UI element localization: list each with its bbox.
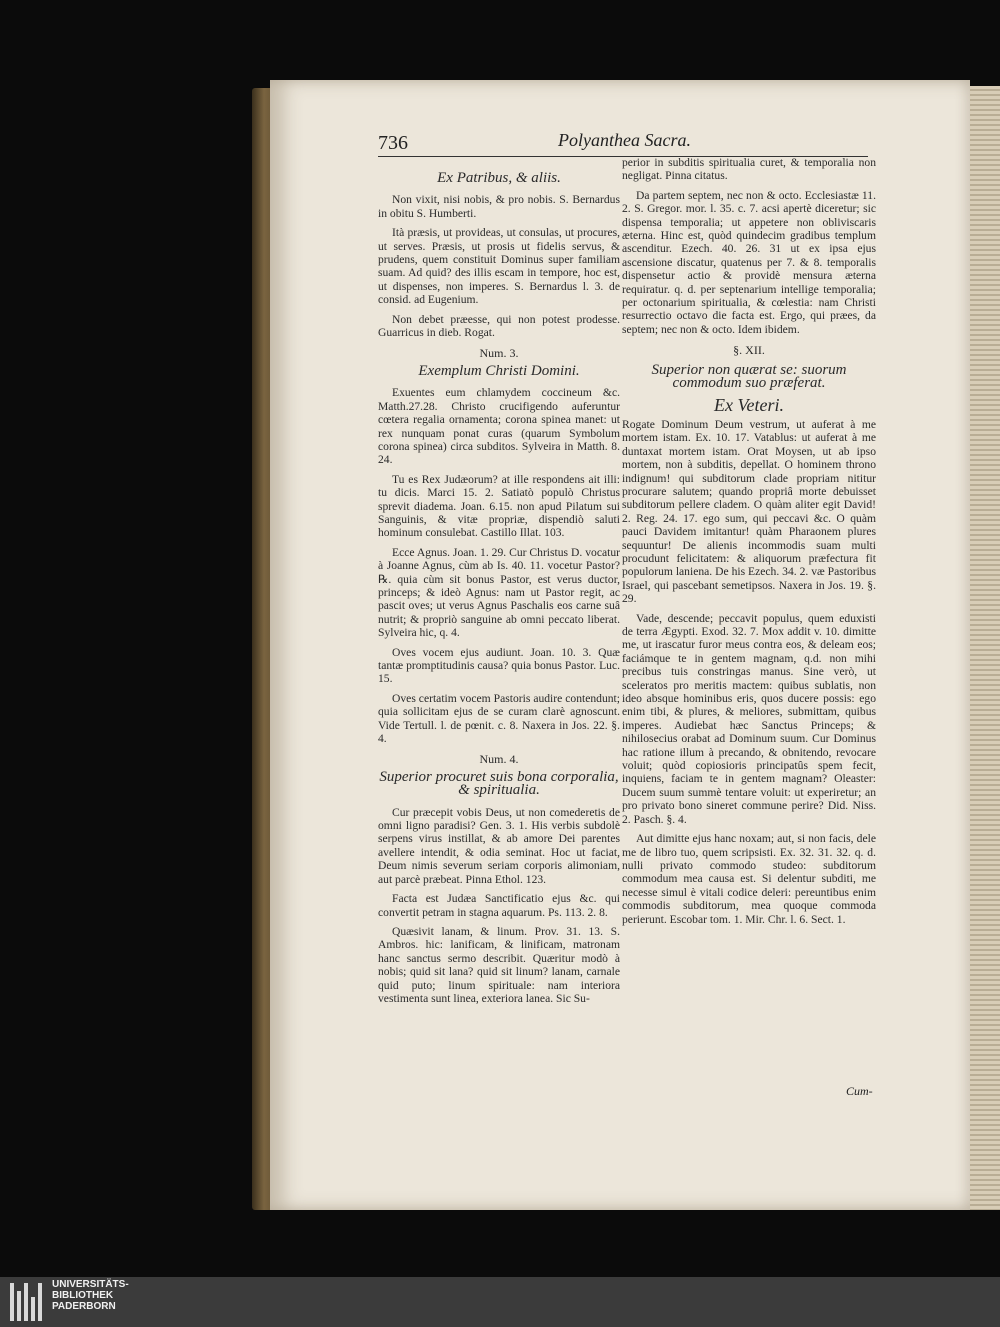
library-name-line-3: PADERBORN: [52, 1300, 116, 1312]
right-text-column: [622, 156, 876, 932]
left-text-column: [378, 168, 620, 1011]
paragraph: Oves certatim vocem Pastoris audire contendunt; quia sollicitam ejus de se curam clarè agnoscunt. Vide Tertull. l. de pœnit. c. 8. Naxera in Jos. 22. §. 4.: [378, 691, 620, 746]
library-name-line-1: UNIVERSITÄTS-: [52, 1279, 129, 1290]
library-name-line-2: BIBLIOTHEK: [52, 1289, 114, 1301]
paragraph: Vade, descende; peccavit populus, quem eduxisti de terra Ægypti. Exod. 32. 7. Mox addit v. 10. dimitte me, ut irascatur furor meus contra eos, & deleam eos; faciámque te in gentem magnam, q.d. non mihi precibus tuis constringas manus. Sine verò, ut sceleratos pro meritis mactem: quibus sublatis, non ideo absque hominibus eris, quos ducere possis: ego enim tibi, & plures, & meliores, submittam, quibus imperes. Audiebat hæc Sanctus Princeps; & nihilosecius orabat ad Dominum suum. Cur Dominus hac ratione illum à precando, & obnitendo, revocare voluit; quòd copiosioris principatûs spem fecit, inquiens, faciam te in gentem magnam? Oleaster: Ducem suum summè tentare voluit: ut experiretur; an pro privato bono sineret commune perire? Did. Niss. 2. Pasch. §. 4.: [622, 611, 876, 826]
paragraph: Non vixit, nisi nobis, & pro nobis. S. Bernardus in obitu S. Humberti.: [378, 193, 620, 220]
paragraph: Ità præsis, ut provideas, ut consulas, ut procures, ut serves. Præsis, ut prosis ut fidelis servus, & prudens, quem constituit Dominus super familiam suam. Ad quid? des illis escam in tempore, hoc est, ut dispenses, non imperes. S. Bernardus l. 3. de consid. ad Eugenium.: [378, 226, 620, 307]
book-page: [270, 80, 970, 1210]
library-footer-bar: [0, 1277, 1000, 1327]
section-heading: Superior non quærat se: suorum commodum suo præferat.: [651, 361, 847, 392]
library-name: [52, 1280, 129, 1312]
paragraph: Facta est Judæa Sanctificatio ejus &c. qui convertit petram in stagna aquarum. Ps. 113. 2. 8.: [378, 892, 620, 919]
paragraph: Ecce Agnus. Joan. 1. 29. Cur Christus D. vocatur à Joanne Agnus, cùm ab Is. 40. 11. vocetur Pastor? ℞. quia cùm sit bonus Pastor, est verus ductor, princeps; & ideò Agnus: nam ut Pastor regit, ac pascit oves; ut verus Agnus Paschalis eos carne suâ nutrit; & propriò sanguine ab omni peccato liberat. Sylveira hic, q. 4.: [378, 545, 620, 640]
paragraph: perior in subditis spiritualia curet, & temporalia non negligat. Pinna citatus.: [622, 156, 876, 183]
section-heading: Exemplum Christi Domini.: [418, 362, 580, 379]
number-heading: Num. 4.: [479, 752, 519, 767]
paragraph: Aut dimitte ejus hanc noxam; aut, si non facis, dele me de libro tuo, quem scripsisti. Ex. 32. 31. 32. q. d. nulli privato commodo studeo: subditorum commodum mea causa est. Si delentur subditi, me necesse simul è vitali codice deleri: pereuntibus enim commodis subditorum, mea quoque commoda perierunt. Escobar tom. 1. Mir. Chr. l. 6. Sect. 1.: [622, 832, 876, 926]
library-logo-icon: [10, 1283, 46, 1321]
paragraph: Exuentes eum chlamydem coccineum &c. Matth.27.28. Christo crucifigendo auferuntur cœtera regalia ornamenta; corona spinea manet: ut rex nunquam ponat curas (quarum Symbolum corona spinea) circa subditos. Sylveira in Matth. 8. 24.: [378, 386, 620, 467]
section-marker: §. XII.: [733, 343, 765, 358]
paragraph: Oves vocem ejus audiunt. Joan. 10. 3. Quæ tantæ promptitudinis causa? quia bonus Pastor. Luc. 15.: [378, 645, 620, 686]
running-title: Polyanthea Sacra.: [558, 130, 691, 150]
paragraph: Tu es Rex Judæorum? at ille respondens ait illi: tu dicis. Marci 15. 2. Satiatò populò Christus sprevit diadema. Joan. 6.15. non apud Pilatum sui Sanguinis, & vitæ propriæ, dispendiò saluti hominum consulebat. Castillo Illat. 103.: [378, 472, 620, 540]
paragraph: Rogate Dominum Deum vestrum, ut auferat à me mortem istam. Ex. 10. 17. Vatablus: ut auferat à me duntaxat mortem istam. Orat Moysen, ut ab ipso mortem, non à subditis, depellat. O hominem throno indignum! qui subditorum clade propriam nititur procurare salutem; quando propriâ morte debuisset subditorum pellere cladem. O quàm aliter egit David! 2. Reg. 24. 17. ego sum, qui peccavi &c. O quàm pauci Davidem imitantur! quàm Pharaonem plures sequuntur! De alienis incommodis suam multi procudunt felicitatem: & aliquorum præfectura fit populorum laniena. De his Ezech. 34. 2. væ Pastoribus Israel, qui pascebant semetipsos. Naxera in Jos. 19. §. 29.: [622, 417, 876, 606]
page-header: [378, 132, 868, 157]
paragraph: Da partem septem, nec non & octo. Ecclesiastæ 11. 2. S. Gregor. mor. l. 35. c. 7. acsi apertè diceretur; sic dispensa temporalia; ut appetere non obliviscaris æterna. Hinc est, quòd quindecim gradibus templum ascenditur. Ezech. 40. 26. 31 ut ex ipsa ejus ascensione discatur, quatenus per 7. & 8. temporalis dispensetur actio & providè mensura æterna requiratur. q. d. per septenarium intellige temporalia; per octonarium spiritualia, & cœlestia: nam Christi resurrectio octavo die facta est. Ergo, qui præes, da septem; nec non & octo. Idem ibidem.: [622, 188, 876, 336]
paragraph: Cur præcepit vobis Deus, ut non comederetis de omni ligno paradisi? Gen. 3. 1. His verbis subdolè serpens virus instillat, & ab amore Dei parentes avellere intendit, & odia seminat. Hoc ut faciat, Deum nimis severum seriam corporis alimoniam, aut parcè præbeat. Pinna Ethol. 123.: [378, 805, 620, 886]
paragraph: Quæsivit lanam, & linum. Prov. 31. 13. S. Ambros. hic: lanificam, & linificam, matronam hanc sanctus sermo describit. Quæritur modò à nobis; quid sit lana? quid sit linum? lanam, carnale quid puto; linum spirituale: nam interiora vestimenta sunt linea, exteriora lanea. Sic Su-: [378, 924, 620, 1005]
section-heading: Superior procuret suis bona corporalia, & spiritualia.: [379, 768, 619, 799]
section-heading-large: Ex Veteri.: [714, 394, 784, 415]
page-number: 736: [378, 132, 408, 154]
catchword: Cum-: [846, 1084, 873, 1098]
paragraph: Non debet præesse, qui non potest prodesse. Guarricus in dieb. Rogat.: [378, 312, 620, 340]
number-heading: Num. 3.: [479, 346, 519, 361]
section-heading: Ex Patribus, & aliis.: [437, 170, 561, 186]
